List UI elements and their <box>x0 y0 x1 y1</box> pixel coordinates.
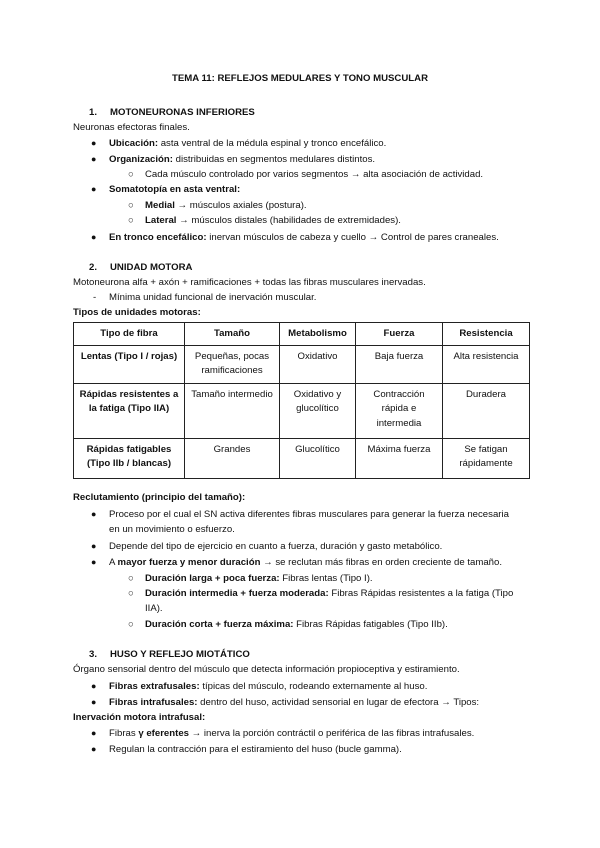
table-row <box>74 346 530 384</box>
bullet-icon: ● <box>91 541 97 551</box>
table-cell: Duradera <box>443 383 530 438</box>
table-cell: Contracción rápida e intermedia <box>356 383 443 438</box>
circle-bullet-icon: ○ <box>128 215 134 226</box>
s2-recruit-mayor-fuerza: A mayor fuerza y menor duración → se reclutan más fibras en orden creciente de tamaño. <box>109 557 503 568</box>
bullet-icon: ● <box>91 681 97 691</box>
bullet-icon: ● <box>91 697 97 707</box>
s1-bullet-somatotopia: Somatotopía en asta ventral: <box>109 184 241 195</box>
bullet-icon: ● <box>91 232 97 242</box>
s1-sub-medial: Medial → músculos axiales (postura). <box>145 200 307 211</box>
recruitment-title: Reclutamiento (principio del tamaño): <box>73 492 246 503</box>
s2-recruit-proceso-line1: Proceso por el cual el SN activa diferentes fibras musculares para generar la fuerza necesaria <box>109 509 509 520</box>
table-cell: Pequeñas, pocas ramificaciones <box>185 346 280 384</box>
s3-subtitle-inervacion: Inervación motora intrafusal: <box>73 712 206 723</box>
s1-sub-lateral: Lateral → músculos distales (habilidades de extremidades). <box>145 215 401 226</box>
s2-dash-minima-unidad: Mínima unidad funcional de inervación muscular. <box>109 292 317 303</box>
table-cell: Alta resistencia <box>443 346 530 384</box>
document-title: TEMA 11: REFLEJOS MEDULARES Y TONO MUSCULAR <box>171 73 429 84</box>
bullet-icon: ● <box>91 154 97 164</box>
table-row <box>74 438 530 478</box>
table-cell: Grandes <box>185 438 280 478</box>
table-cell: Oxidativo y glucolítico <box>280 383 356 438</box>
bullet-icon: ● <box>91 184 97 194</box>
header-tipo-fibra: Tipo de fibra <box>74 323 185 346</box>
section-2-intro: Motoneurona alfa + axón + ramificaciones + todas las fibras musculares inervadas. <box>73 277 426 288</box>
s3-bullet-intrafusales: Fibras intrafusales: dentro del huso, actividad sensorial en lugar de efectora → Tipos: <box>109 697 480 708</box>
bullet-icon: ● <box>91 744 97 754</box>
s3-bullet-regulan: Regulan la contracción para el estiramiento del huso (bucle gamma). <box>109 744 402 755</box>
header-tamano: Tamaño <box>185 323 280 346</box>
table-cell: Máxima fuerza <box>356 438 443 478</box>
table-cell: Tamaño intermedio <box>185 383 280 438</box>
s3-bullet-extrafusales: Fibras extrafusales: típicas del músculo, rodeando externamente al huso. <box>109 681 428 692</box>
table-cell: Rápidas resistentes a la fatiga (Tipo IIA) <box>74 383 185 438</box>
header-resistencia: Resistencia <box>443 323 530 346</box>
s3-bullet-gamma-eferentes: Fibras γ eferentes → inerva la porción contráctil o periférica de las fibras intrafusales. <box>109 728 475 739</box>
dash-bullet-icon: - <box>93 292 97 303</box>
section-1-number: 1. <box>89 107 98 118</box>
section-3-intro: Órgano sensorial dentro del músculo que detecta información propioceptiva y estiramiento. <box>73 664 460 675</box>
header-metabolismo: Metabolismo <box>280 323 356 346</box>
section-1-intro: Neuronas efectoras finales. <box>73 122 190 133</box>
circle-bullet-icon: ○ <box>128 573 134 584</box>
section-1-title: MOTONEURONAS INFERIORES <box>110 107 255 118</box>
section-3-heading <box>89 649 250 661</box>
s1-bullet-organizacion: Organización: distribuidas en segmentos medulares distintos. <box>109 154 376 165</box>
motor-units-table <box>73 322 530 479</box>
table-cell: Baja fuerza <box>356 346 443 384</box>
header-fuerza: Fuerza <box>356 323 443 346</box>
s2-sub-duracion-larga: Duración larga + poca fuerza: Fibras lentas (Tipo I). <box>145 573 373 584</box>
circle-bullet-icon: ○ <box>128 169 134 180</box>
table-cell: Rápidas fatigables (Tipo IIb / blancas) <box>74 438 185 478</box>
table-cell: Se fatigan rápidamente <box>443 438 530 478</box>
table-cell: Glucolítico <box>280 438 356 478</box>
s1-sub-cada-musculo: Cada músculo controlado por varios segmentos → alta asociación de actividad. <box>145 169 484 180</box>
table-header-row <box>74 323 530 346</box>
s2-recruit-depende: Depende del tipo de ejercicio en cuanto a fuerza, duración y gasto metabólico. <box>109 541 443 552</box>
table-cell: Lentas (Tipo I / rojas) <box>74 346 185 384</box>
circle-bullet-icon: ○ <box>128 619 134 630</box>
table-title: Tipos de unidades motoras: <box>73 307 201 318</box>
circle-bullet-icon: ○ <box>128 588 134 599</box>
bullet-icon: ● <box>91 728 97 738</box>
section-1-heading <box>89 107 255 119</box>
section-2-heading <box>89 262 192 274</box>
s2-sub-duracion-corta: Duración corta + fuerza máxima: Fibras Rápidas fatigables (Tipo IIb). <box>145 619 448 630</box>
s1-bullet-ubicacion: Ubicación: asta ventral de la médula espinal y tronco encefálico. <box>109 138 387 149</box>
table-cell: Oxidativo <box>280 346 356 384</box>
bullet-icon: ● <box>91 138 97 148</box>
section-3-title: HUSO Y REFLEJO MIOTÁTICO <box>110 649 250 660</box>
section-2-title: UNIDAD MOTORA <box>110 262 193 273</box>
section-3-number: 3. <box>89 649 98 660</box>
bullet-icon: ● <box>91 557 97 567</box>
s1-bullet-tronco: En tronco encefálico: inervan músculos de cabeza y cuello → Control de pares craneales. <box>109 232 499 243</box>
bullet-icon: ● <box>91 509 97 519</box>
section-2-number: 2. <box>89 262 98 273</box>
s2-sub-duracion-intermedia-cont: IIA). <box>145 603 163 614</box>
circle-bullet-icon: ○ <box>128 200 134 211</box>
table-row <box>74 383 530 438</box>
s2-sub-duracion-intermedia: Duración intermedia + fuerza moderada: Fibras Rápidas resistentes a la fatiga (Tipo <box>145 588 514 599</box>
s2-recruit-proceso-line2: en un movimiento o esfuerzo. <box>109 524 235 535</box>
